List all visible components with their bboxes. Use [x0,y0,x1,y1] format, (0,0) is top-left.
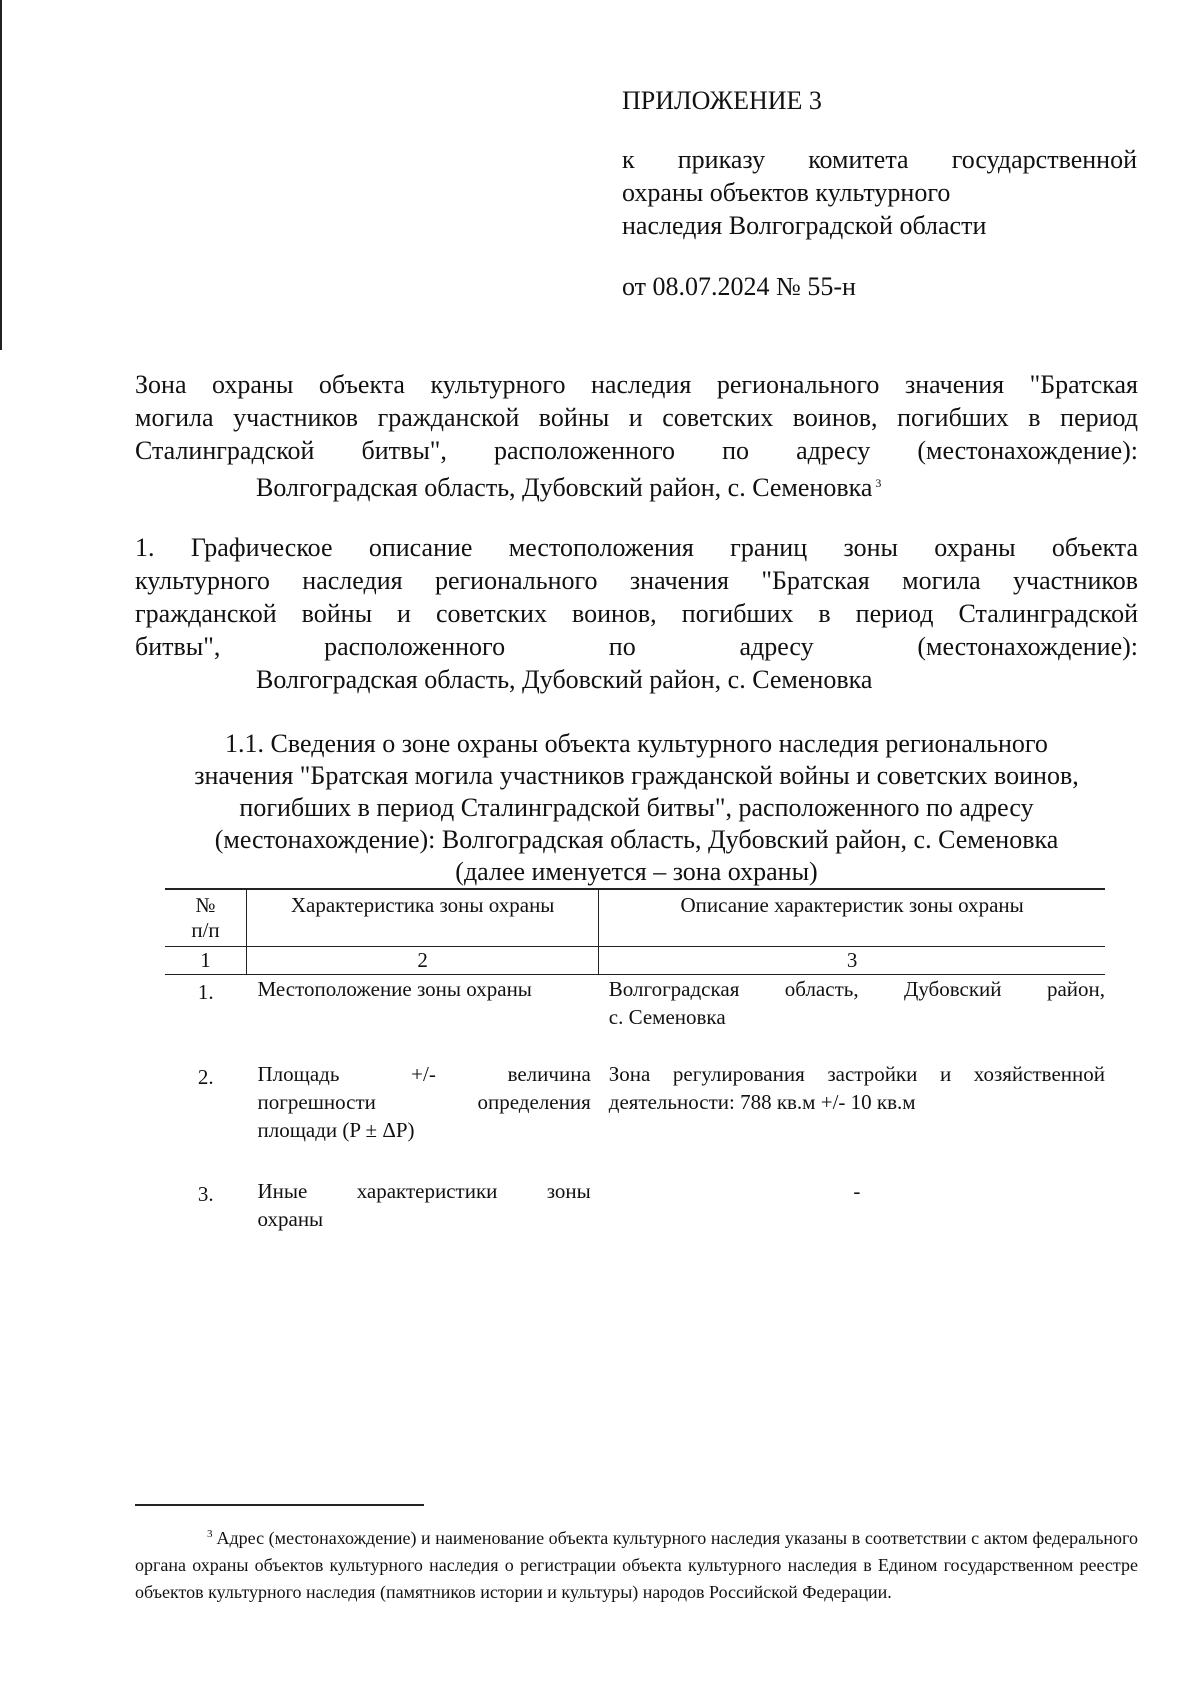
subsection-line-1: 1.1. Сведения о зоне охраны объекта культурного наследия регионального [225,729,1048,758]
section-1-line-5: Волгоградская область, Дубовский район, с. Семеновка [256,665,873,694]
row-characteristic-line: погрешности определения [257,1090,591,1114]
row-characteristic [247,1177,599,1240]
row-description-line: деятельности: 788 кв.м +/- 10 кв.м [608,1090,916,1114]
header-number-symbol: № [195,893,216,917]
header-number [165,889,247,947]
row-description-line: с. Семеновка [608,1005,726,1029]
row-description [599,1060,1105,1177]
row-description: - [853,1179,861,1203]
subsection-line-4: (местонахождение): Волгоградская область, Дубовский район, с. Семеновка [214,825,1059,854]
scan-edge-line [0,0,2,350]
row-description-line: Волгоградская область, Дубовский район, [608,977,1105,1001]
document-title [135,368,1138,504]
title-line-4 [135,467,1138,504]
footnote-separator [135,1504,424,1506]
appendix-line-3: наследия Волгоградской области [622,211,987,240]
table-row [165,1060,1105,1177]
row-description [599,975,1105,1061]
appendix-line-2: охраны объектов культурного [622,178,951,207]
table-column-numbers-row [165,947,1105,975]
row-characteristic-line: Площадь +/- величина [257,1062,591,1086]
table-row [165,1177,1105,1240]
subsection-line-3: погибших в период Сталинградской битвы", расположенного по адресу [239,793,1034,822]
row-characteristic-line: Иные характеристики зоны [257,1179,591,1203]
appendix-title: ПРИЛОЖЕНИЕ 3 [622,86,822,115]
header-description: Описание характеристик зоны охраны [599,889,1105,947]
row-number: 2. [197,1065,214,1089]
row-number: 3. [197,1182,214,1206]
title-line-3: Сталинградской битвы", расположенного по адресу (местонахождение): [135,436,1138,465]
row-description-line: Зона регулирования застройки и хозяйственной [608,1062,1105,1086]
table-row [165,975,1105,1061]
footnote-reference: 3 [875,476,882,490]
subsection-line-2: значения "Братская могила участников гражданской войны и советских воинов, [194,761,1079,790]
section-1-line-4: битвы", расположенного по адресу (местонахождение): [135,632,1138,661]
title-address: Волгоградская область, Дубовский район, с. Семеновка [256,473,873,502]
title-line-2: могила участников гражданской войны и советских воинов, погибших в период [135,403,1138,432]
table-header-row [165,889,1105,947]
column-number-1: 1 [165,947,247,975]
column-number-3: 3 [599,947,1105,975]
header-characteristic: Характеристика зоны охраны [247,889,599,947]
row-number: 1. [197,980,214,1004]
section-1-heading [135,531,1138,696]
header-number-abbr: п/п [191,918,220,942]
subsection-1-1-heading [135,728,1138,888]
column-number-2: 2 [247,947,599,975]
order-reference: от 08.07.2024 № 55-н [622,272,856,301]
row-characteristic: Местоположение зоны охраны [257,977,532,1001]
protection-zone-table [165,888,1105,1240]
appendix-line-1: к приказу комитета государственной [622,145,1137,174]
footnote-text: Адрес (местонахождение) и наименование объекта культурного наследия указаны в соответствии с актом федерального органа охраны объектов культурного наследия о регистрации объекта культурного наследия в Едином государственном реестре объектов культурного наследия (памятников истории и культуры) народов Российской Федерации. [135,1528,1138,1602]
subsection-line-5: (далее именуется – зона охраны) [455,857,818,886]
row-characteristic-line: площади (P ± ΔP) [257,1118,415,1142]
section-1-line-2: культурного наследия регионального значения "Братская могила участников [135,566,1138,595]
row-characteristic-line: охраны [257,1207,324,1231]
footnote-number: 3 [207,1528,213,1540]
footnote [135,1521,1138,1606]
section-1-line-3: гражданской войны и советских воинов, погибших в период Сталинградской [135,599,1138,628]
title-line-1: Зона охраны объекта культурного наследия регионального значения "Братская [135,370,1138,399]
row-characteristic [247,1060,599,1177]
appendix-description [622,143,1137,242]
section-1-line-1: 1. Графическое описание местоположения границ зоны охраны объекта [135,533,1138,562]
